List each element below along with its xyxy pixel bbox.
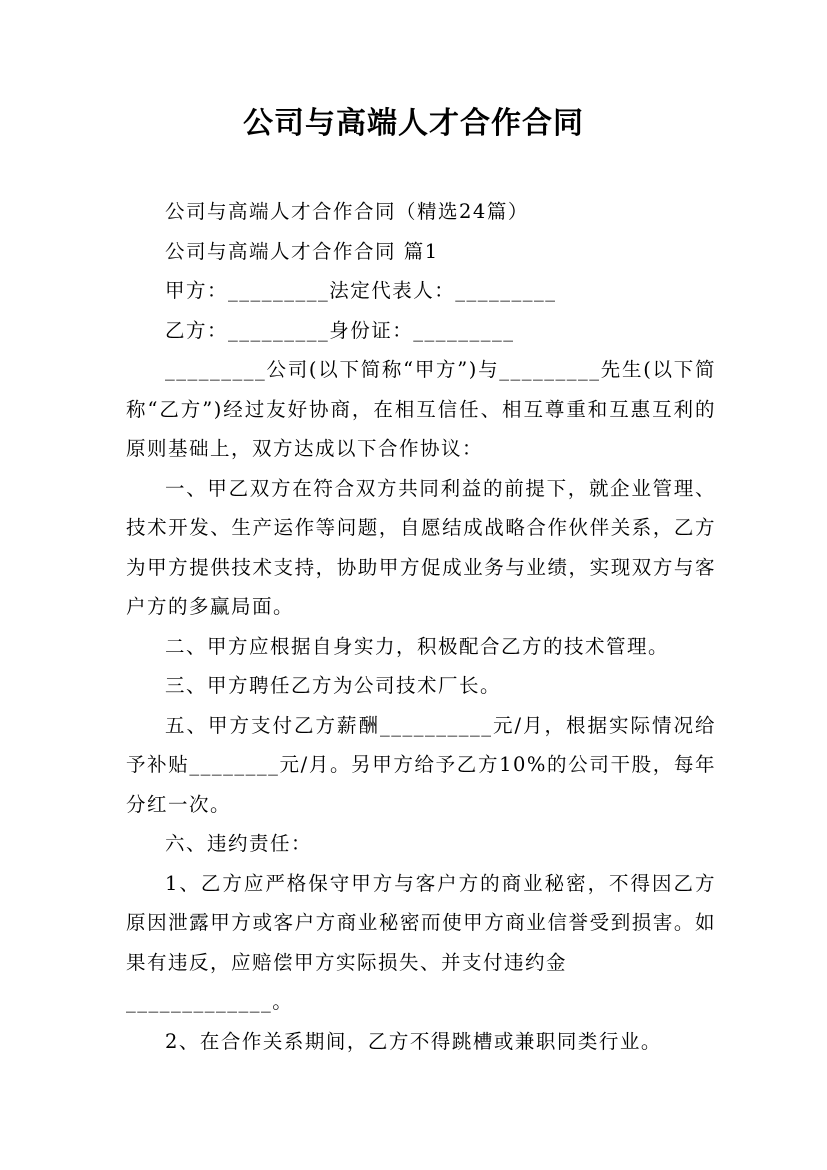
clause-3: 三、甲方聘任乙方为公司技术厂长。 [165,674,502,697]
penalty-blank-line: _____________。 [126,990,294,1013]
party-b-line: 乙方：_________身份证：_________ [165,318,515,342]
clause-2: 二、甲方应根据自身实力，积极配合乙方的技术管理。 [165,634,670,658]
party-a-line: 甲方：_________法定代表人：_________ [165,279,557,302]
clause-6-heading: 六、违约责任： [165,832,313,855]
intro-paragraph: _________公司(以下简称“甲方”)与_________先生(以下简称“乙方”)经过友好协商，在相互信任、相互尊重和互惠互利的原则基础上，双方达成以下合作协议： [126,358,716,460]
clause-6-item-1: 1、乙方应严格保守甲方与客户方的商业秘密，不得因乙方原因泄露甲方或客户方商业秘密而使甲方商业信誉受到损害。如果有违反，应赔偿甲方实际损失、并支付违约金 [126,871,716,974]
section-heading: 公司与高端人才合作合同 篇1 [165,239,439,263]
clause-5: 五、甲方支付乙方薪酬__________元/月，根据实际情况给予补贴________元/月。另甲方给予乙方10%的公司干股，每年分红一次。 [126,713,716,816]
clause-1: 一、甲乙双方在符合双方共同利益的前提下，就企业管理、技术开发、生产运作等问题，自愿结成战略合作伙伴关系，乙方为甲方提供技术支持，协助甲方促成业务与业绩，实现双方与客户方的多赢局面。 [126,476,716,618]
document-title: 公司与高端人才合作合同 [243,106,584,141]
clause-6-item-2: 2、在合作关系期间，乙方不得跳槽或兼职同类行业。 [165,1029,662,1053]
document-body [126,192,716,1061]
subtitle-line: 公司与高端人才合作合同（精选24篇） [165,200,529,223]
